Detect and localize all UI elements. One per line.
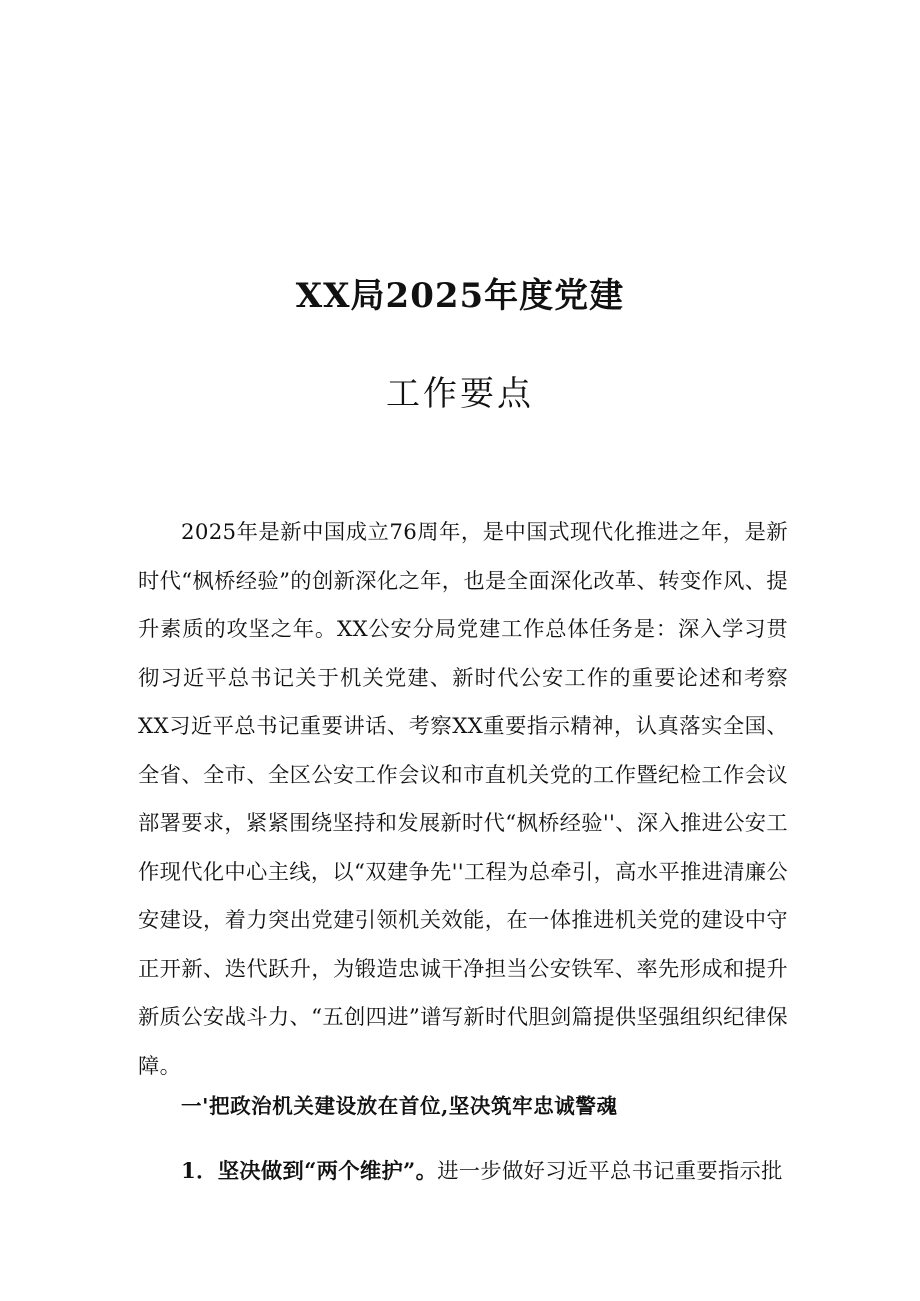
intro-paragraph: 2025年是新中国成立76周年，是中国式现代化推进之年，是新时代“枫桥经验”的创新深化之年，也是全面深化改革、转变作风、提升素质的攻坚之年。XX公安分局党建工作总体任务是：深入学习贯彻习近平总书记关于机关党建、新时代公安工作的重要论述和考察XX习近平总书记重要讲话、考察XX重要指示精神，认真落实全国、全省、全市、全区公安工作会议和市直机关党的工作暨纪检工作会议部署要求，紧紧围绕坚持和发展新时代“枫桥经验''、深入推进公安工作现代化中心主线，以“双建争先''工程为总牵引，高水平推进清廉公安建设，着力突出党建引领机关效能，在一体推进机关党的建设中守正开新、迭代跃升，为锻造忠诚干净担当公安铁军、率先形成和提升新质公安战斗力、“五创四进”谱写新时代胆剑篇提供坚强组织纪律保障。 <box>138 520 788 1079</box>
body-text <box>138 509 788 1091</box>
item-text: 进一步做好习近平总书记重要指示批 <box>437 1159 783 1184</box>
document-title: XX局2025年度党建 <box>295 276 625 316</box>
document-subtitle: 工作要点 <box>386 374 534 414</box>
list-item <box>181 1154 793 1185</box>
section-heading: 一'把政治机关建设放在首位,坚决筑牢忠诚警魂 <box>181 1094 618 1118</box>
item-lead: 1．坚决做到“两个维护”。 <box>181 1159 438 1184</box>
